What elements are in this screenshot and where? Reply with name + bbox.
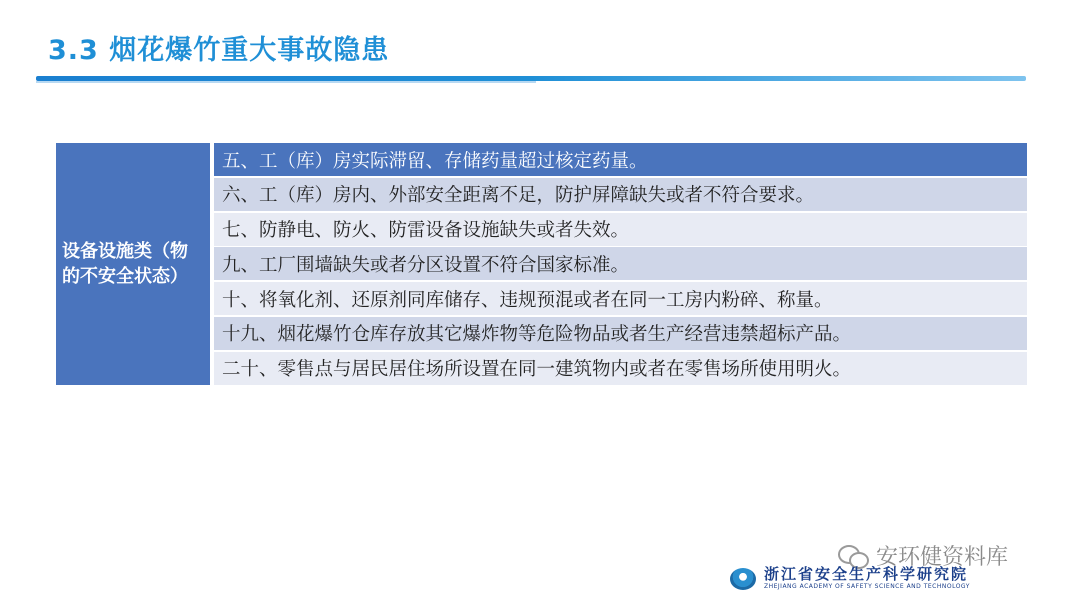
hazard-row: 二十、零售点与居民居住场所设置在同一建筑物内或者在零售场所使用明火。 xyxy=(214,352,1027,385)
institute-name-en: ZHEJIANG ACADEMY OF SAFETY SCIENCE AND TECHNOLOGY xyxy=(764,583,970,590)
title-underline-shadow xyxy=(36,81,536,83)
hazard-row: 九、工厂围墙缺失或者分区设置不符合国家标准。 xyxy=(214,247,1027,280)
category-label: 设备设施类（物的不安全状态） xyxy=(62,241,188,287)
institute-name-cn: 浙江省安全生产科学研究院 xyxy=(764,565,969,583)
page-title: 3.3 烟花爆竹重大事故隐患 xyxy=(48,35,390,66)
hazard-row: 五、工（库）房实际滞留、存储药量超过核定药量。 xyxy=(214,143,1027,176)
institute-logo xyxy=(730,566,970,591)
category-cell xyxy=(56,143,210,385)
hazard-table xyxy=(56,143,1027,385)
watermark-text: 安环健资料库 xyxy=(876,545,1009,570)
hazard-row: 十、将氧化剂、还原剂同库储存、违规预混或者在同一工房内粉碎、称量。 xyxy=(214,282,1027,315)
institute-emblem-icon xyxy=(730,568,756,590)
hazard-row: 七、防静电、防火、防雷设备设施缺失或者失效。 xyxy=(214,213,1027,246)
hazard-rows xyxy=(214,143,1027,385)
hazard-row: 六、工（库）房内、外部安全距离不足，防护屏障缺失或者不符合要求。 xyxy=(214,178,1027,211)
hazard-row: 十九、烟花爆竹仓库存放其它爆炸物等危险物品或者生产经营违禁超标产品。 xyxy=(214,317,1027,350)
